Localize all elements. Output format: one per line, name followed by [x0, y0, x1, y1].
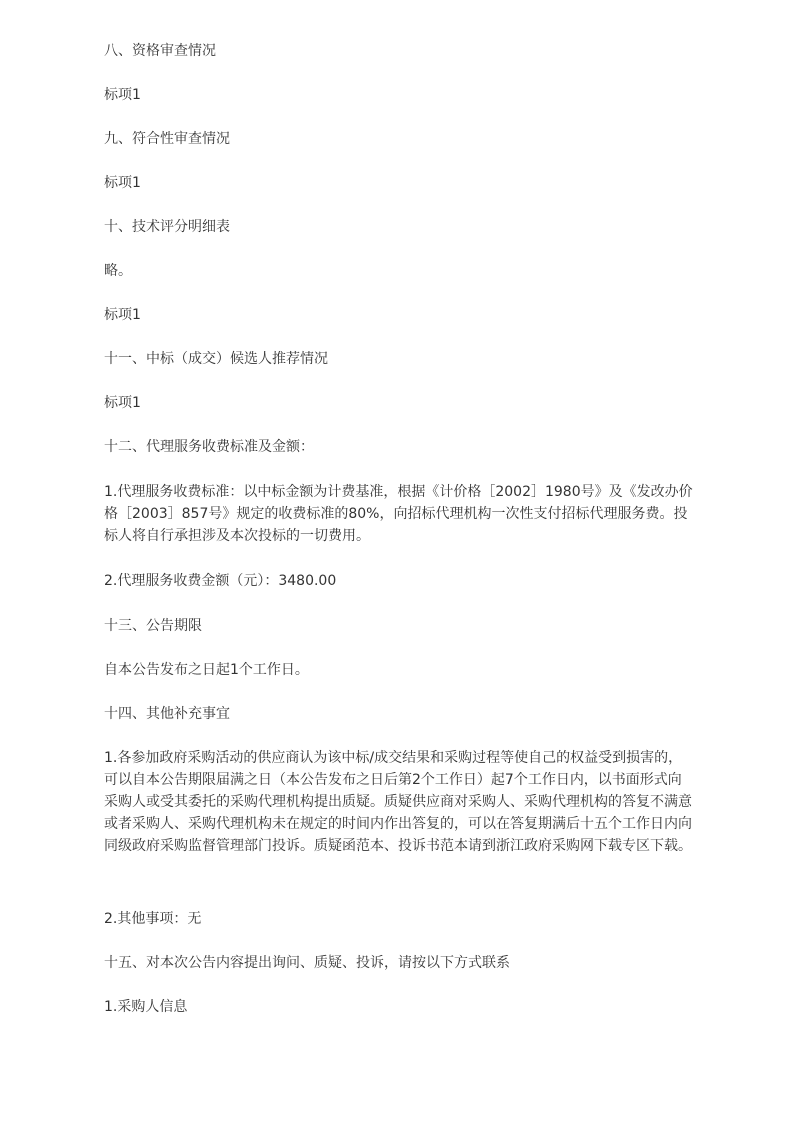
- agency-fee-standard: 1.代理服务收费标准：以中标金额为计费基准，根据《计价格［2002］1980号》及《发改办价格［2003］857号》规定的收费标准的80%，向招标代理机构一次性支付招标代理服务费。投标人将自行承担涉及本次投标的一切费用。: [104, 484, 693, 544]
- purchaser-info-heading: 1.采购人信息: [104, 999, 188, 1015]
- section-heading-qualification-review: 八、资格审查情况: [104, 43, 216, 59]
- lot-label: 标项1: [104, 87, 141, 103]
- section-heading-conformity-review: 九、符合性审查情况: [104, 131, 230, 147]
- section-heading-agency-fee: 十二、代理服务收费标准及金额：: [104, 439, 314, 455]
- other-matters-text: 2.其他事项：无: [104, 911, 202, 927]
- agency-fee-amount: 2.代理服务收费金额（元）：3480.00: [104, 573, 337, 589]
- section-heading-announcement-period: 十三、公告期限: [104, 618, 202, 634]
- complaint-procedure-text: 1.各参加政府采购活动的供应商认为该中标/成交结果和采购过程等使自己的权益受到损害的，可以自本公告期限届满之日（本公告发布之日后第2个工作日）起7个工作日内，以书面形式向采购人或受其委托的采购代理机构提出质疑。质疑供应商对采购人、采购代理机构的答复不满意或者采购人、采购代理机构未在规定的时间内作出答复的，可以在答复期满后十五个工作日内向同级政府采购监督管理部门投诉。质疑函范本、投诉书范本请到浙江政府采购网下载专区下载。: [104, 750, 692, 854]
- omitted-note: 略。: [104, 263, 132, 279]
- lot-label: 标项1: [104, 175, 141, 191]
- lot-label: 标项1: [104, 395, 141, 411]
- section-heading-candidate-recommendation: 十一、中标（成交）候选人推荐情况: [104, 351, 328, 367]
- lot-label: 标项1: [104, 307, 141, 323]
- section-heading-contact: 十五、对本次公告内容提出询问、质疑、投诉，请按以下方式联系: [104, 955, 510, 971]
- announcement-period-text: 自本公告发布之日起1个工作日。: [104, 662, 309, 678]
- section-heading-other-matters: 十四、其他补充事宜: [104, 706, 230, 722]
- section-heading-technical-scoring: 十、技术评分明细表: [104, 219, 230, 235]
